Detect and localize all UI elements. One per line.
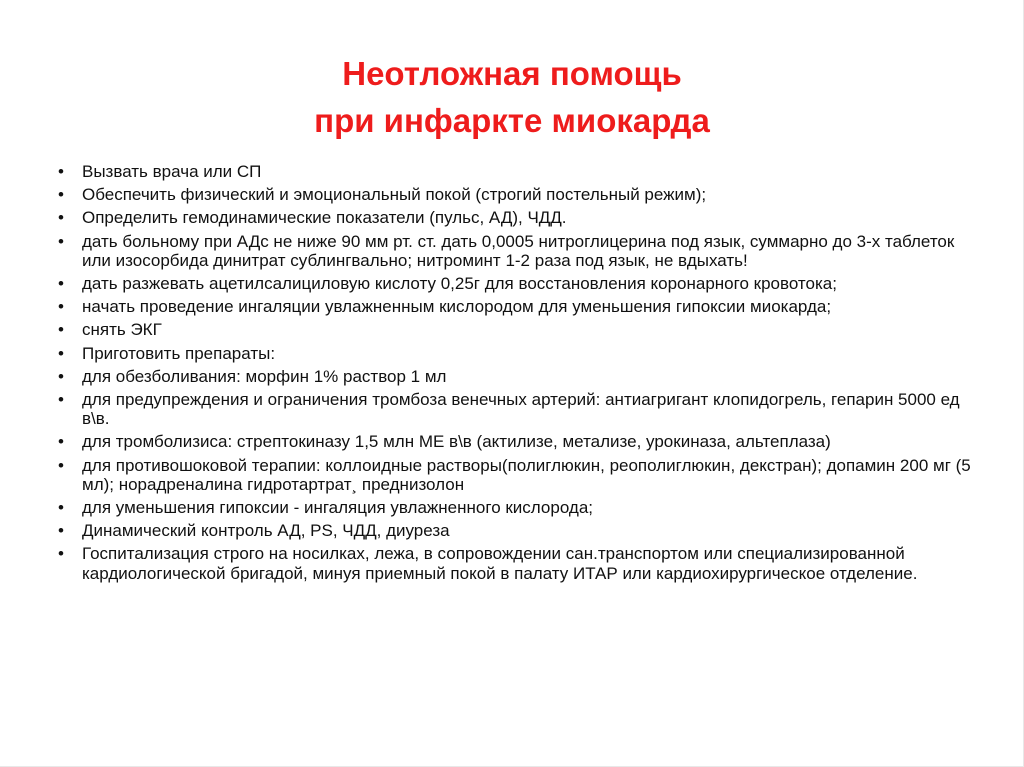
bullet-icon: • [58, 208, 64, 228]
list-item [52, 498, 982, 517]
list-item [52, 274, 982, 293]
list-item-text: снять ЭКГ [82, 320, 162, 340]
list-item [52, 432, 982, 451]
list-item-text: для уменьшения гипоксии - ингаляция увлажненного кислорода; [82, 498, 594, 518]
bullet-icon: • [58, 432, 64, 452]
list-item-text: дать больному при АДс не ниже 90 мм рт. ст. дать 0,0005 нитроглицерина под язык, суммарно до 3-х таблеток или изосорбида динитрат сублингвально; нитроминт 1-2 раза под язык, не вдыхать! [82, 231, 955, 270]
list-item [52, 544, 982, 582]
bullet-icon: • [58, 162, 64, 181]
bullet-icon: • [58, 185, 64, 205]
list-item [52, 297, 982, 316]
list-item [52, 162, 982, 181]
list-item-text: для противошоковой терапии: коллоидные растворы(полиглюкин, реополиглюкин, декстран); допамин 200 мг (5 мл); норадреналина гидротартрат¸ преднизолон [82, 455, 971, 494]
list-item-text: для тромболизиса: стрептокиназу 1,5 млн МЕ в\в (актилизе, метализе, урокиназа, альтеплаза) [82, 432, 831, 452]
list-item [52, 320, 982, 339]
list-item-text: Динамический контроль АД, PS, ЧДД, диуреза [82, 521, 450, 541]
list-item [52, 367, 982, 386]
bullet-list [52, 162, 982, 587]
bullet-icon: • [58, 455, 64, 475]
bullet-icon: • [58, 231, 64, 251]
list-item [52, 232, 982, 270]
list-item [52, 185, 982, 204]
list-item-text: начать проведение ингаляции увлажненным кислородом для уменьшения гипоксии миокарда; [82, 297, 832, 317]
bullet-icon: • [58, 366, 64, 386]
list-item-text: Обеспечить физический и эмоциональный покой (строгий постельный режим); [82, 185, 707, 205]
slide-title-line-1: Неотложная помощь [342, 55, 682, 92]
list-item-text: дать разжевать ацетилсалициловую кислоту 0,25г для восстановления коронарного кровотока; [82, 274, 837, 294]
bullet-icon: • [58, 544, 64, 564]
bullet-icon: • [58, 297, 64, 317]
list-item-text: Вызвать врача или СП [82, 162, 262, 181]
bullet-icon: • [58, 498, 64, 518]
list-item [52, 456, 982, 494]
list-item-text: для предупреждения и ограничения тромбоза венечных артерий: антиагригант клопидогрель, гепарин 5000 ед в\в. [82, 390, 960, 429]
list-item [52, 344, 982, 363]
slide-title-line-2: при инфаркте миокарда [314, 102, 710, 139]
list-item-text: Определить гемодинамические показатели (пульс, АД), ЧДД. [82, 208, 567, 228]
bullet-icon: • [58, 343, 64, 363]
bullet-icon: • [58, 521, 64, 541]
list-item-text: Приготовить препараты: [82, 343, 276, 363]
bullet-icon: • [58, 390, 64, 410]
list-item [52, 521, 982, 540]
list-item [52, 208, 982, 227]
slide-title [0, 50, 1024, 144]
list-item [52, 390, 982, 428]
bullet-icon: • [58, 320, 64, 340]
list-item-text: Госпитализация строго на носилках, лежа, в сопровождении сан.транспортом или специализированной кардиологической бригадой, минуя приемный покой в палату ИТАР или кардиохирургическое отделение. [82, 544, 918, 583]
bullet-icon: • [58, 274, 64, 294]
list-item-text: для обезболивания: морфин 1% раствор 1 мл [82, 366, 447, 386]
